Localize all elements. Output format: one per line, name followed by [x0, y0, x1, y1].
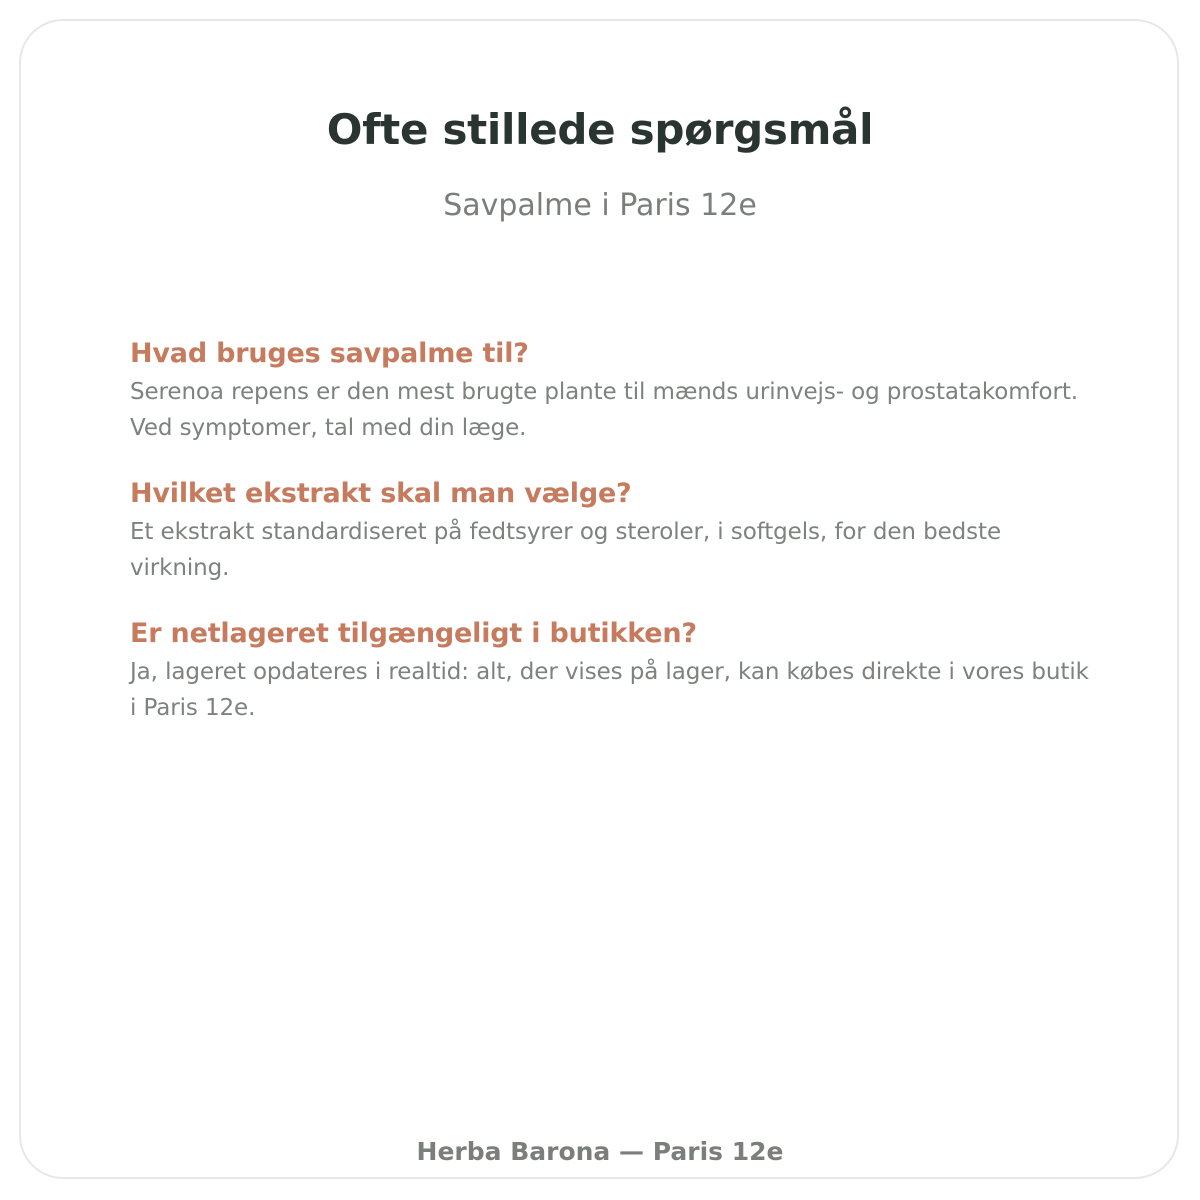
faq-question: Hvad bruges savpalme til? — [130, 338, 529, 369]
faq-item — [130, 336, 1090, 446]
faq-item — [130, 476, 1090, 586]
page-subtitle: Savpalme i Paris 12e — [443, 188, 757, 223]
faq-question: Er netlageret tilgængeligt i butikken? — [130, 618, 697, 649]
footer-brand: Herba Barona — Paris 12e — [416, 1137, 784, 1166]
faq-list — [130, 336, 1090, 756]
faq-item — [130, 616, 1090, 726]
faq-question: Hvilket ekstrakt skal man vælge? — [130, 478, 632, 509]
faq-answer: Serenoa repens er den mest brugte plante til mænds urinvejs- og prostatakomfort. Ved symptomer, tal med din læge. — [130, 379, 1078, 441]
faq-answer: Et ekstrakt standardiseret på fedtsyrer og steroler, i softgels, for den bedste virkning. — [130, 519, 1001, 581]
page-title: Ofte stillede spørgsmål — [326, 105, 874, 154]
faq-answer: Ja, lageret opdateres i realtid: alt, der vises på lager, kan købes direkte i vores butik i Paris 12e. — [130, 659, 1089, 721]
